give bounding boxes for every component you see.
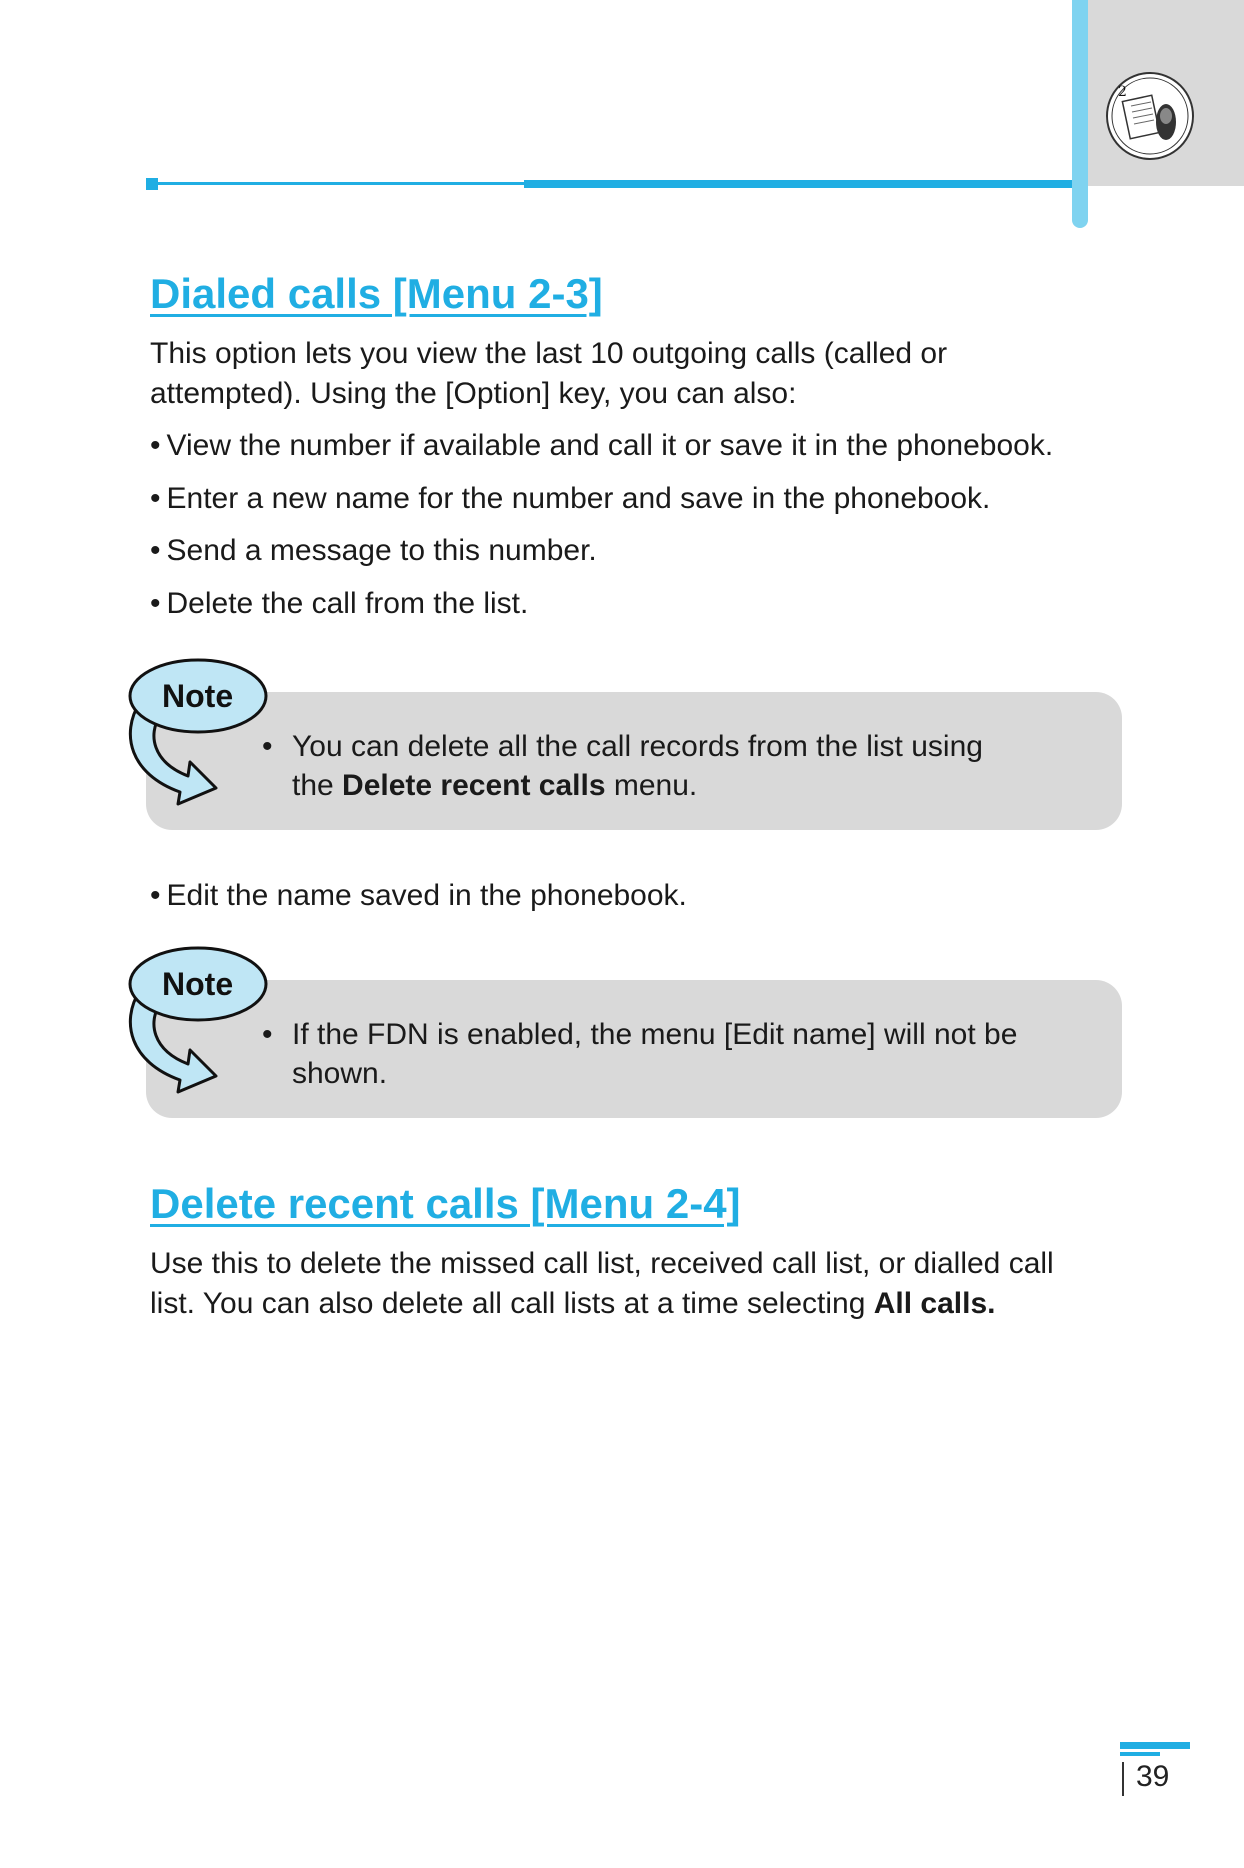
bullet-dot: • bbox=[150, 534, 161, 567]
all-calls-bold: All calls. bbox=[873, 1287, 996, 1320]
chapter-tab-bar bbox=[1072, 0, 1088, 228]
page-number-rule bbox=[1120, 1752, 1160, 1756]
note-line-1: You can delete all the call records from the list using bbox=[292, 730, 983, 763]
section-title-dialed-calls: Dialed calls [Menu 2-3] bbox=[150, 270, 603, 317]
list-item: • Edit the name saved in the phonebook. bbox=[150, 879, 687, 912]
page-number: 39 bbox=[1136, 1760, 1170, 1793]
intro-line-1: This option lets you view the last 10 outgoing calls (called or bbox=[150, 337, 948, 370]
section2-line-2: list. You can also delete all call lists at a time selecting All calls. bbox=[150, 1287, 996, 1320]
phone-phonebook-icon bbox=[1104, 70, 1196, 162]
bullet-dot: • bbox=[150, 429, 161, 462]
intro-line-2: attempted). Using the [Option] key, you can also: bbox=[150, 377, 797, 410]
note-line-2: shown. bbox=[292, 1057, 388, 1090]
list-item: • View the number if available and call it or save it in the phonebook. bbox=[150, 429, 1054, 462]
list-item: • Send a message to this number. bbox=[150, 534, 597, 567]
note-label: Note bbox=[162, 966, 234, 1002]
bullet-dot: • bbox=[150, 587, 161, 620]
header-rule-thin bbox=[146, 182, 526, 185]
section-title-delete-recent-calls: Delete recent calls [Menu 2-4] bbox=[150, 1180, 741, 1227]
note-line-2: the Delete recent calls menu. bbox=[292, 769, 698, 802]
page-number-rule bbox=[1120, 1742, 1190, 1749]
page-number-separator bbox=[1122, 1762, 1124, 1796]
note-label: Note bbox=[162, 678, 234, 714]
chapter-number: 2 bbox=[1118, 84, 1127, 100]
bullet-dot: • bbox=[262, 730, 273, 763]
menu-name-bold: Delete recent calls bbox=[342, 769, 606, 802]
note-line-1: If the FDN is enabled, the menu [Edit name] will not be bbox=[292, 1018, 1018, 1051]
list-item: • Enter a new name for the number and save in the phonebook. bbox=[150, 482, 991, 515]
bullet-dot: • bbox=[150, 879, 161, 912]
list-item: • Delete the call from the list. bbox=[150, 587, 529, 620]
bullet-dot: • bbox=[150, 482, 161, 515]
bullet-dot: • bbox=[262, 1018, 273, 1051]
section2-line-1: Use this to delete the missed call list, received call list, or dialled call bbox=[150, 1247, 1054, 1280]
header-rule-thick bbox=[524, 180, 1072, 188]
